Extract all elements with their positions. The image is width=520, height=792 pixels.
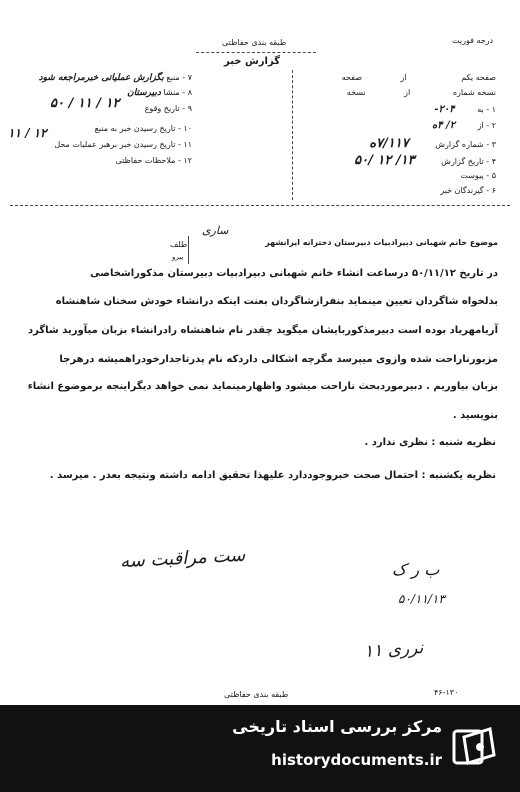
column-divider: [292, 70, 293, 200]
field-security-notes: ۱۲ - ملاحظات حفاظتی: [115, 156, 192, 165]
field-report-date: ۴ - تاریخ گزارش ۱۳/ ۱۲ /۵۰: [354, 153, 496, 168]
source-opinion: نظریه شنبه : نظری ندارد .: [364, 437, 496, 448]
form-code: ۴۶-۱۳۰: [434, 688, 459, 697]
body-line: مزبورناراحت شده وازوی میپرسد مگرچه اشکالی داردکه نام پدرتاجدارخودراهمیشه درهرجا: [59, 354, 498, 365]
field-recipients: ۶ - گیرندگان خبر: [440, 186, 496, 195]
occurrence-date-handwritten: ۵۰ / ۱۱ / ۱۲: [50, 96, 120, 111]
priority-label: درجه فوریت: [452, 36, 494, 45]
archive-logo-icon: [450, 723, 498, 771]
field-copy-number: نسخه شماره از نسخه: [346, 88, 496, 97]
signature-right-initials: ب ر ک: [392, 560, 440, 579]
supervisor-opinion: نظریه یکشنبه : احتمال صحت خبروجوددارد علیهذا تحقیق ادامه داشته ونتیجه بعدر . میرسد .: [49, 470, 496, 481]
body-line: در تاریخ ۵۰/۱۱/۱۲ درساعت انشاء خانم شهبانی دبیرادبیات دبیرستان مذکوراشخاصی: [90, 268, 498, 279]
margin-note-bottom: پیرو: [172, 253, 184, 261]
field-to: ۱ - به ۲۰۴-: [434, 104, 496, 115]
margin-note-bracket: [188, 236, 189, 264]
watermark-url: historydocuments.ir: [271, 751, 442, 769]
section-separator: [10, 205, 510, 206]
report-title: گزارش خبر: [224, 56, 281, 67]
field-attachment: ۵ - پیوست: [460, 171, 496, 180]
field-occurrence-date: ۹ - تاریخ وقوع: [144, 104, 192, 113]
field-from: ۲ - از ۲/ ۴ه: [431, 120, 496, 131]
body-line: بنویسید .: [452, 410, 498, 421]
field-report-number: ۳ - شماره گزارش ۷/۱۱۷ه: [369, 136, 496, 151]
field-source: ۷ - منبع بگزارش عملیاتی خبرمراجعه شود: [38, 73, 192, 83]
body-line: آریامهریاد بوده است دبیرمذکوربایشان میگوید چقدر نام شاهنشاه رادرانشاء بزبان میآورید شاگرد: [28, 325, 498, 336]
margin-note-top: طلف: [170, 240, 188, 249]
date-received-handwritten: ۱۱ / ۱۲: [8, 126, 47, 140]
subject-handwritten-note: ساری: [202, 224, 229, 237]
subject-line: موضوع خانم شهبانی دبیرادبیات دبیرستان دخترانه ایرانشهر: [265, 238, 498, 247]
field-date-received-leader: ۱۱ - تاریخ رسیدن خبر برهبر عملیات محل: [54, 140, 192, 149]
signature-right-date: ۵۰/۱۱/۱۳: [398, 592, 445, 606]
watermark-banner: [0, 705, 520, 792]
signature-middle: نرری ۱۱: [363, 637, 424, 663]
signature-left: ست مراقبت سه: [119, 544, 246, 573]
body-line: بدلخواه شاگردان تعیین مینماید بنفرازشاگردان بعنت اینکه درانشاء خودش سخنان شاهنشاه: [55, 296, 498, 307]
watermark-title: مرکز بررسی اسناد تاریخی: [232, 717, 442, 736]
header-divider: [196, 52, 316, 53]
field-page-count: صفحه یکم از صفحه: [341, 73, 496, 82]
body-line: بزبان بیاوریم . دبیرموردبحث ناراحت میشود واظهارمینماید نمی خواهد دیگراینجه برموضوع انشاء: [27, 381, 498, 392]
field-date-received-source: ۱۰ - تاریخ رسیدن خبر به منبع: [94, 124, 192, 133]
field-origin: ۸ - منشا دبیرستان: [127, 88, 192, 98]
classification-level-header: طبقه بندی حفاظتی: [222, 38, 287, 47]
classification-level-footer: طبقه بندی حفاظتی: [224, 690, 289, 699]
